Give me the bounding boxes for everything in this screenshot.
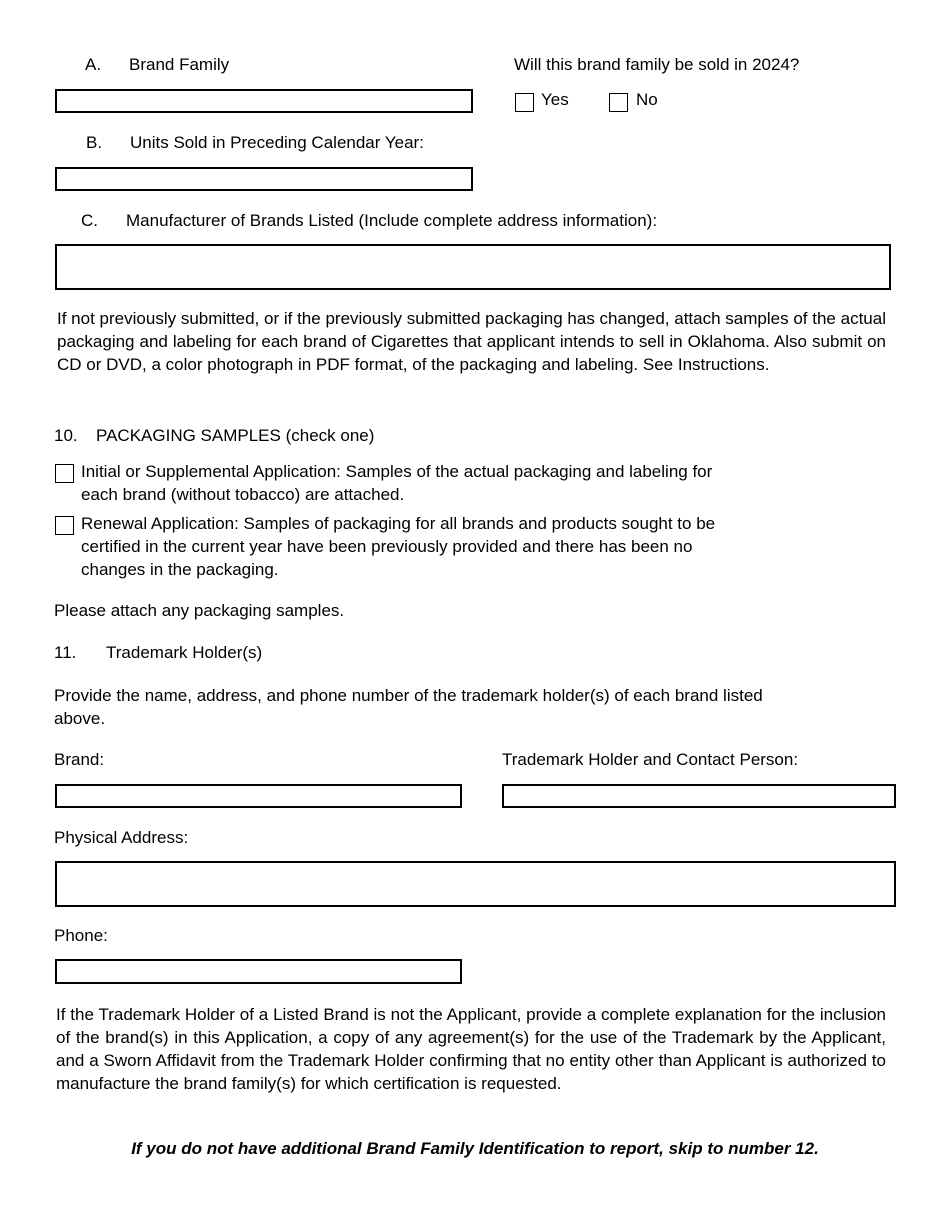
- section-c-letter: C.: [81, 211, 98, 230]
- phone-label: Phone:: [54, 926, 108, 945]
- units-sold-label: Units Sold in Preceding Calendar Year:: [130, 133, 424, 152]
- renewal-application-text-line3: changes in the packaging.: [81, 560, 279, 579]
- trademark-holder-input[interactable]: [502, 784, 896, 808]
- section-11-number: 11.: [54, 643, 77, 662]
- no-label: No: [636, 90, 658, 109]
- packaging-instructions: If not previously submitted, or if the previously submitted packaging has changed, attach samples of the actual packaging and labeling for each brand of Cigarettes that applicant intends to sell in Oklahoma. Also submit on CD or DVD, a color photograph in PDF format, of the packaging and labeling. See Instructions.: [57, 309, 886, 374]
- section-b-letter: B.: [86, 133, 103, 152]
- trademark-explanation: If the Trademark Holder of a Listed Brand is not the Applicant, provide a complete explanation for the inclusion of the brand(s) in this Application, a copy of any agreement(s) for the use of the Trademark by the Applicant, and a Sworn Affidavit from the Trademark Holder confirming that no entity other than Applicant is authorized to manufacture the brand family(s) for which certification is requested.: [56, 1005, 886, 1093]
- trademark-instruction-line1: Provide the name, address, and phone number of the trademark holder(s) of each brand listed: [54, 686, 763, 705]
- trademark-holders-title: Trademark Holder(s): [106, 643, 263, 662]
- no-checkbox[interactable]: [609, 93, 628, 112]
- brand-family-input[interactable]: [55, 89, 473, 113]
- yes-checkbox[interactable]: [515, 93, 534, 112]
- trademark-instruction-line2: above.: [54, 709, 106, 728]
- units-sold-input[interactable]: [55, 167, 473, 191]
- brand-label: Brand:: [54, 750, 105, 769]
- physical-address-input[interactable]: [55, 861, 896, 907]
- phone-input[interactable]: [55, 959, 462, 984]
- trademark-holder-label: Trademark Holder and Contact Person:: [502, 750, 799, 769]
- physical-address-label: Physical Address:: [54, 828, 189, 847]
- skip-note: If you do not have additional Brand Family Identification to report, skip to number 12.: [131, 1139, 819, 1158]
- renewal-application-text-line2: certified in the current year have been previously provided and there has been no: [81, 537, 693, 556]
- renewal-application-text-line1: Renewal Application: Samples of packaging for all brands and products sought to be: [81, 514, 716, 533]
- brand-input[interactable]: [55, 784, 462, 808]
- manufacturer-label: Manufacturer of Brands Listed (Include complete address information):: [126, 211, 658, 230]
- attach-samples-note: Please attach any packaging samples.: [54, 601, 345, 620]
- initial-application-text-line2: each brand (without tobacco) are attached.: [81, 485, 405, 504]
- yes-label: Yes: [541, 90, 569, 109]
- sold-in-year-question: Will this brand family be sold in 2024?: [514, 55, 800, 74]
- section-a-letter: A.: [85, 55, 102, 74]
- manufacturer-input[interactable]: [55, 244, 891, 290]
- initial-application-text-line1: Initial or Supplemental Application: Samples of the actual packaging and labeling for: [81, 462, 713, 481]
- initial-application-checkbox[interactable]: [55, 464, 74, 483]
- packaging-samples-title: PACKAGING SAMPLES (check one): [96, 426, 375, 445]
- brand-family-label: Brand Family: [129, 55, 230, 74]
- section-10-number: 10.: [54, 426, 78, 445]
- renewal-application-checkbox[interactable]: [55, 516, 74, 535]
